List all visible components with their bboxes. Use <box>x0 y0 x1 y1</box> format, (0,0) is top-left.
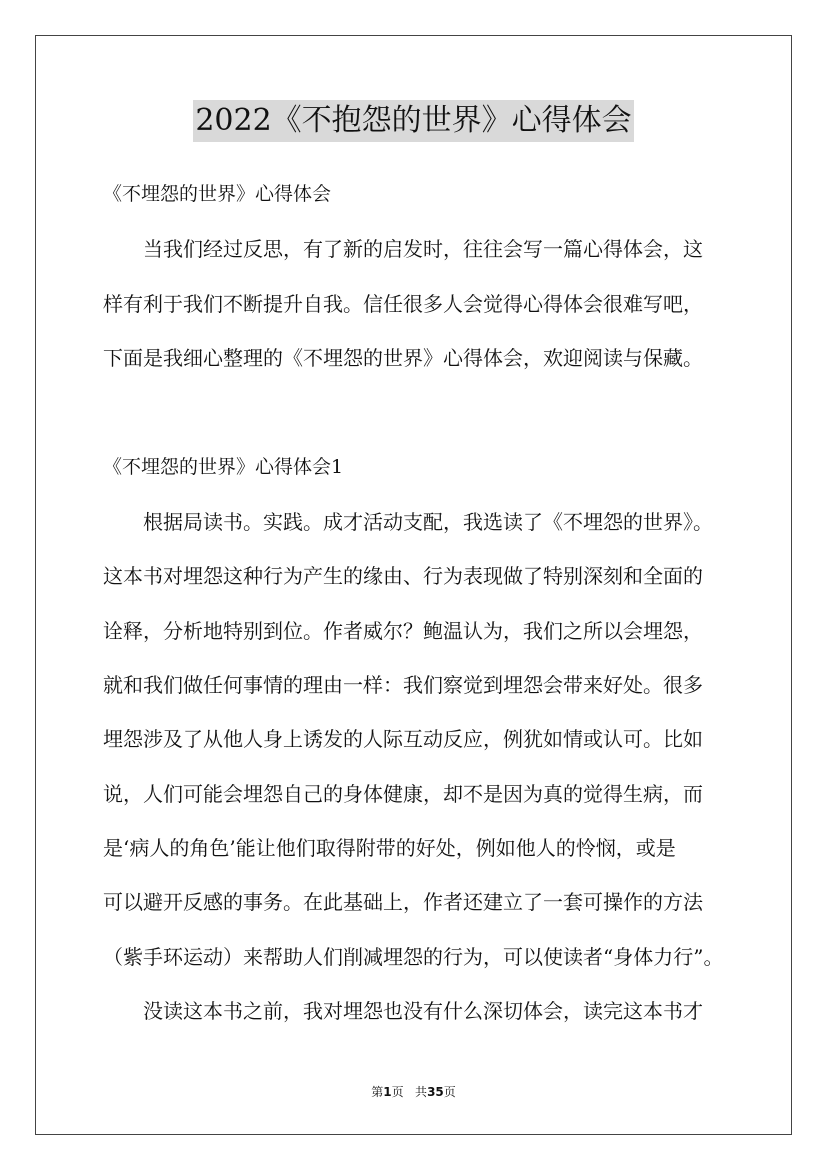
page-footer <box>0 1084 827 1100</box>
paragraph-line: 根据局读书。实践。成才活动支配，我选读了《不埋怨的世界》。 <box>143 510 713 534</box>
total-prefix: 共 <box>415 1085 428 1099</box>
section-heading: 《不埋怨的世界》心得体会1 <box>103 456 344 478</box>
paragraph-line: 这本书对埋怨这种行为产生的缘由、行为表现做了特别深刻和全面的 <box>103 564 703 588</box>
paragraph-line: （紫手环运动）来帮助人们削减埋怨的行为，可以使读者“身体力行”。 <box>103 945 724 969</box>
total-pages: 35 <box>427 1085 444 1099</box>
paragraph-line: 就和我们做任何事情的理由一样：我们察觉到埋怨会带来好处。很多 <box>103 673 703 697</box>
paragraph-line: 下面是我细心整理的《不埋怨的世界》心得体会，欢迎阅读与保藏。 <box>103 346 703 370</box>
section-heading: 《不埋怨的世界》心得体会 <box>103 183 332 205</box>
paragraph-line: 说，人们可能会埋怨自己的身体健康，却不是因为真的觉得生病，而 <box>103 782 703 806</box>
title-wrap <box>0 100 827 142</box>
page-prefix: 第 <box>371 1085 384 1099</box>
paragraph-line: 诠释，分析地特别到位。作者威尔？鲍温认为，我们之所以会埋怨， <box>103 619 703 643</box>
paragraph-line: 样有利于我们不断提升自我。信任很多人会觉得心得体会很难写吧， <box>103 292 703 316</box>
page-suffix: 页 <box>391 1085 404 1099</box>
paragraph-line: 可以避开反感的事务。在此基础上，作者还建立了一套可操作的方法 <box>103 890 703 914</box>
paragraph-line: 是‘病人的角色’能让他们取得附带的好处，例如他人的怜悯，或是 <box>103 836 676 860</box>
document-title: 2022《不抱怨的世界》心得体会 <box>193 100 633 142</box>
total-suffix: 页 <box>443 1085 456 1099</box>
page-number: 1 <box>383 1085 392 1099</box>
paragraph-line: 埋怨涉及了从他人身上诱发的人际互动反应，例犹如情或认可。比如 <box>103 727 703 751</box>
paragraph-line: 当我们经过反思，有了新的启发时，往往会写一篇心得体会，这 <box>143 237 703 261</box>
paragraph-line: 没读这本书之前，我对埋怨也没有什么深切体会，读完这本书才 <box>143 999 703 1023</box>
